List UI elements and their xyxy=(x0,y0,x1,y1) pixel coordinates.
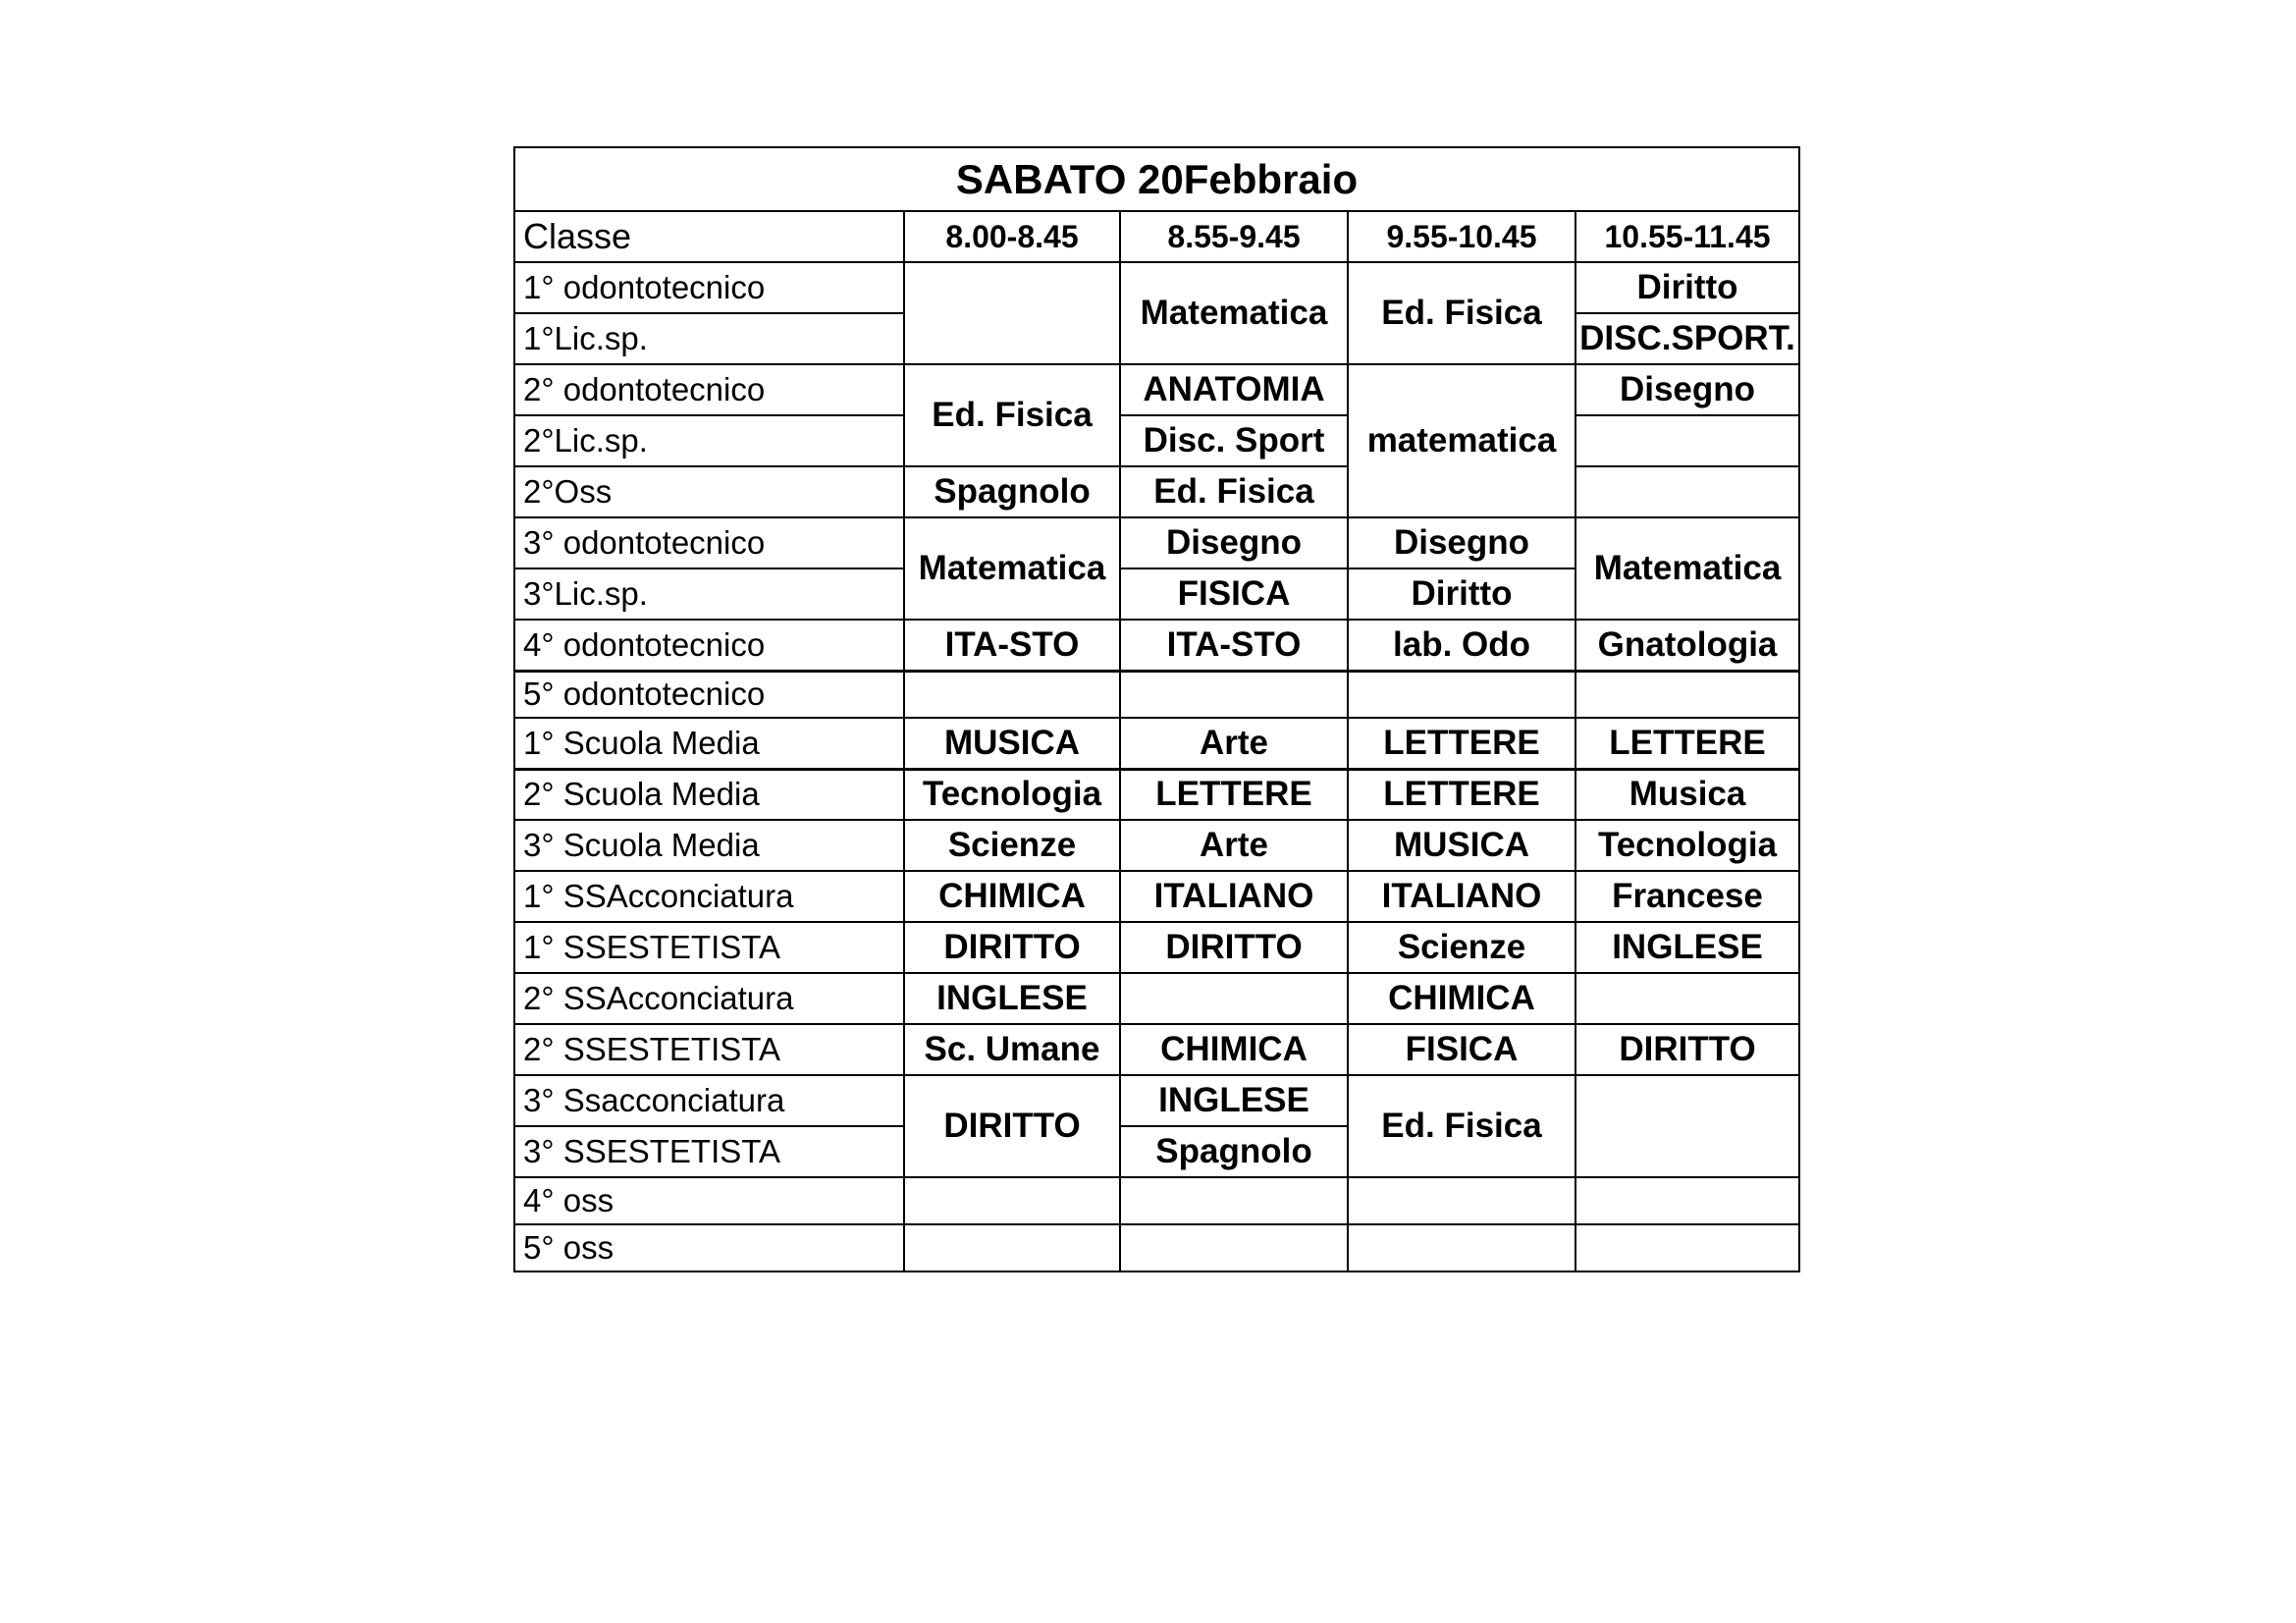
subject-cell xyxy=(904,671,1120,718)
subject-cell: Francese xyxy=(1575,871,1799,922)
subject-cell xyxy=(904,1177,1120,1224)
subject-cell: Tecnologia xyxy=(904,769,1120,820)
subject-cell: DIRITTO xyxy=(1120,922,1348,973)
subject-cell: Scienze xyxy=(1348,922,1575,973)
table-row xyxy=(514,466,1799,517)
subject-cell xyxy=(1575,973,1799,1024)
class-name: 2° odontotecnico xyxy=(514,364,904,415)
subject-cell: LETTERE xyxy=(1120,769,1348,820)
subject-cell: CHIMICA xyxy=(904,871,1120,922)
subject-cell xyxy=(1575,466,1799,517)
subject-cell: Matematica xyxy=(1120,262,1348,364)
table-row xyxy=(514,1177,1799,1224)
subject-cell xyxy=(1120,671,1348,718)
subject-cell: Spagnolo xyxy=(1120,1126,1348,1177)
subject-cell: Ed. Fisica xyxy=(1120,466,1348,517)
subject-cell: FISICA xyxy=(1120,568,1348,620)
subject-cell: Matematica xyxy=(1575,517,1799,620)
subject-cell: LETTERE xyxy=(1575,718,1799,769)
subject-cell: ITALIANO xyxy=(1120,871,1348,922)
subject-cell: Arte xyxy=(1120,820,1348,871)
subject-cell: matematica xyxy=(1348,364,1575,517)
subject-cell xyxy=(1120,1177,1348,1224)
subject-cell xyxy=(904,1224,1120,1271)
table-row xyxy=(514,364,1799,415)
class-name: 1° odontotecnico xyxy=(514,262,904,313)
table-row xyxy=(514,517,1799,568)
subject-cell xyxy=(1575,1224,1799,1271)
subject-cell: ANATOMIA xyxy=(1120,364,1348,415)
class-name: 2° SSAcconciatura xyxy=(514,973,904,1024)
class-name: 4° oss xyxy=(514,1177,904,1224)
slot-header-3: 9.55-10.45 xyxy=(1348,211,1575,262)
subject-cell: Ed. Fisica xyxy=(1348,262,1575,364)
subject-cell xyxy=(1348,671,1575,718)
table-row xyxy=(514,973,1799,1024)
class-name: 1° SSESTETISTA xyxy=(514,922,904,973)
subject-cell xyxy=(1348,1177,1575,1224)
class-name: 2° Scuola Media xyxy=(514,769,904,820)
class-name: 3° SSESTETISTA xyxy=(514,1126,904,1177)
subject-cell: Disegno xyxy=(1348,517,1575,568)
table-row xyxy=(514,262,1799,313)
class-name: 3° Ssacconciatura xyxy=(514,1075,904,1126)
header-row xyxy=(514,211,1799,262)
subject-cell xyxy=(1575,1075,1799,1177)
class-name: 2° SSESTETISTA xyxy=(514,1024,904,1075)
subject-cell: Arte xyxy=(1120,718,1348,769)
table-row xyxy=(514,1075,1799,1126)
subject-cell xyxy=(1575,1177,1799,1224)
schedule-title: SABATO 20Febbraio xyxy=(514,147,1799,211)
subject-cell xyxy=(1348,1224,1575,1271)
subject-cell xyxy=(1575,671,1799,718)
table-row xyxy=(514,820,1799,871)
subject-cell xyxy=(1120,1224,1348,1271)
subject-cell: Spagnolo xyxy=(904,466,1120,517)
subject-cell: Disc. Sport xyxy=(1120,415,1348,466)
subject-cell: lab. Odo xyxy=(1348,620,1575,671)
subject-cell: Disegno xyxy=(1120,517,1348,568)
table-row xyxy=(514,620,1799,671)
subject-cell: Tecnologia xyxy=(1575,820,1799,871)
class-name: 1° SSAcconciatura xyxy=(514,871,904,922)
subject-cell: DIRITTO xyxy=(1575,1024,1799,1075)
subject-cell: CHIMICA xyxy=(1120,1024,1348,1075)
slot-header-4: 10.55-11.45 xyxy=(1575,211,1799,262)
subject-cell: INGLESE xyxy=(904,973,1120,1024)
subject-cell: DIRITTO xyxy=(904,922,1120,973)
table-row xyxy=(514,718,1799,769)
schedule-table xyxy=(513,146,1800,1272)
subject-cell: CHIMICA xyxy=(1348,973,1575,1024)
subject-cell: ITALIANO xyxy=(1348,871,1575,922)
subject-cell: ITA-STO xyxy=(904,620,1120,671)
subject-cell: Diritto xyxy=(1575,262,1799,313)
subject-cell: DISC.SPORT. xyxy=(1575,313,1799,364)
class-name: 3° odontotecnico xyxy=(514,517,904,568)
subject-cell: MUSICA xyxy=(1348,820,1575,871)
subject-cell: MUSICA xyxy=(904,718,1120,769)
class-name: 2°Lic.sp. xyxy=(514,415,904,466)
table-row xyxy=(514,415,1799,466)
subject-cell: INGLESE xyxy=(1120,1075,1348,1126)
class-name: 1°Lic.sp. xyxy=(514,313,904,364)
slot-header-1: 8.00-8.45 xyxy=(904,211,1120,262)
class-name: 3° Scuola Media xyxy=(514,820,904,871)
subject-cell: Sc. Umane xyxy=(904,1024,1120,1075)
subject-cell: INGLESE xyxy=(1575,922,1799,973)
table-row xyxy=(514,1024,1799,1075)
subject-cell: Ed. Fisica xyxy=(904,364,1120,466)
subject-cell xyxy=(1120,973,1348,1024)
slot-header-2: 8.55-9.45 xyxy=(1120,211,1348,262)
subject-cell: DIRITTO xyxy=(904,1075,1120,1177)
subject-cell: Scienze xyxy=(904,820,1120,871)
class-name: 2°Oss xyxy=(514,466,904,517)
table-row xyxy=(514,1224,1799,1271)
subject-cell: Diritto xyxy=(1348,568,1575,620)
table-row xyxy=(514,871,1799,922)
subject-cell: FISICA xyxy=(1348,1024,1575,1075)
class-name: 4° odontotecnico xyxy=(514,620,904,671)
subject-cell: Disegno xyxy=(1575,364,1799,415)
class-name: 5° odontotecnico xyxy=(514,671,904,718)
class-name: 5° oss xyxy=(514,1224,904,1271)
subject-cell: LETTERE xyxy=(1348,718,1575,769)
table-row xyxy=(514,769,1799,820)
subject-cell: Matematica xyxy=(904,517,1120,620)
subject-cell: Musica xyxy=(1575,769,1799,820)
class-name: 3°Lic.sp. xyxy=(514,568,904,620)
table-row xyxy=(514,922,1799,973)
subject-cell: Ed. Fisica xyxy=(1348,1075,1575,1177)
subject-cell: LETTERE xyxy=(1348,769,1575,820)
subject-cell xyxy=(1575,415,1799,466)
table-row xyxy=(514,671,1799,718)
subject-cell xyxy=(904,262,1120,364)
subject-cell: Gnatologia xyxy=(1575,620,1799,671)
class-column-header: Classe xyxy=(514,211,904,262)
subject-cell: ITA-STO xyxy=(1120,620,1348,671)
class-name: 1° Scuola Media xyxy=(514,718,904,769)
